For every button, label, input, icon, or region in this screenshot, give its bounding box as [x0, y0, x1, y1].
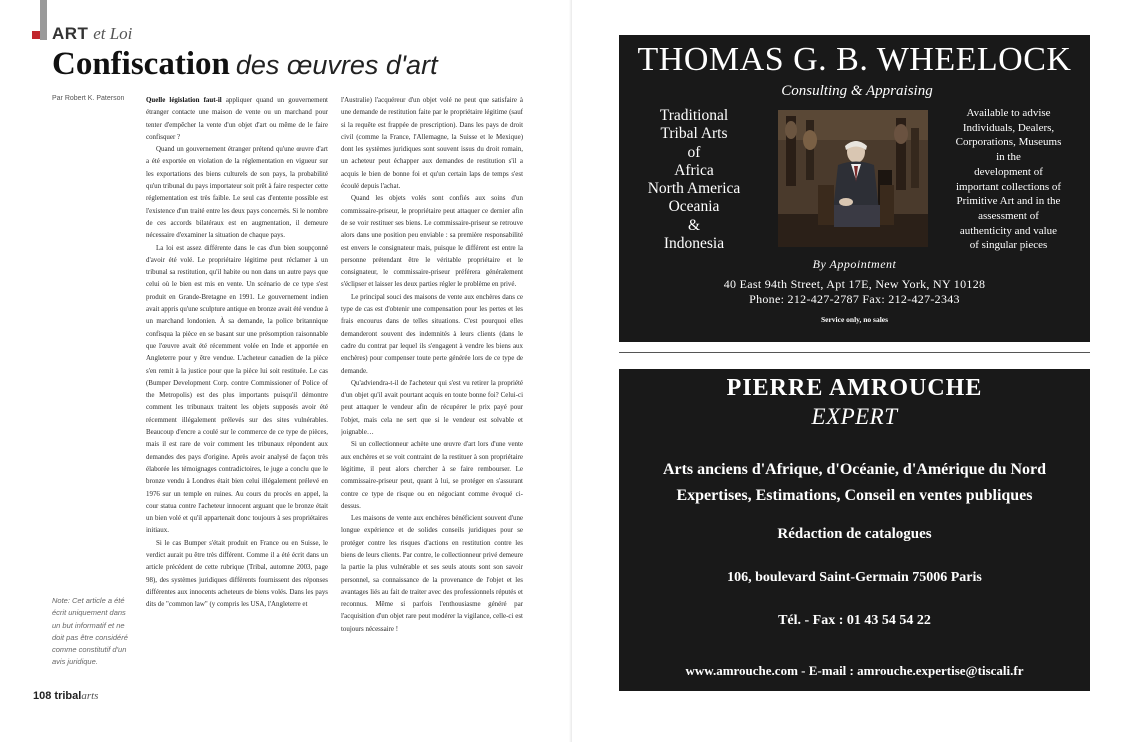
- specialty-line: of: [687, 143, 701, 161]
- ad-amrouche-title: EXPERT: [811, 404, 898, 429]
- portrait-photo: [778, 110, 928, 247]
- paragraph: Quand un gouvernement étranger prétend qu'une œuvre d'art a été exportée en violation de la réglementation en vigueur sur les exportations des biens culturels de son pays, la probabilité qu'un tribunal du pays importateur soit prêt à faire respecter cette réglementation est très faible. Le seul cas d'entente possible est l'existence d'un traité entre les deux pays concernés. Si le nombre de ces accords bilatéraux est en augmentation, il demeure nécessaire d'examiner la situation de chaque pays.: [146, 145, 328, 240]
- specialty-line: Africa: [674, 161, 714, 179]
- paragraph: Le principal souci des maisons de vente aux enchères dans ce type de cas est d'obtenir une compensation pour les pertes et les frais encourus dans de telles situations. C'est pourquoi elles demanderont souvent des indemnités à leurs clients (dans le cadre du contrat par lequel ils s'engagent à vendre les biens aux enchères) pour compenser toute perte générée lors de ce type de demande.: [341, 292, 523, 375]
- article-column-2: [341, 94, 523, 678]
- ad-wheelock-address: 40 East 94th Street, Apt 17E, New York, NY 10128: [723, 277, 986, 291]
- specialty-line: Oceania: [668, 198, 720, 216]
- ad-wheelock-name: THOMAS G. B. WHEELOCK: [637, 41, 1072, 78]
- kicker-art: ART: [52, 24, 89, 43]
- article-column-1: [146, 94, 328, 678]
- ad-amrouche-address: 106, boulevard Saint-Germain 75006 Paris: [727, 570, 982, 585]
- section-kicker: [32, 24, 132, 44]
- ad-wheelock-appointment: By Appointment: [812, 257, 897, 271]
- specialty-line: North America: [647, 180, 741, 198]
- specialty-line: Traditional: [659, 107, 729, 124]
- byline: Par Robert K. Paterson: [52, 95, 125, 102]
- ad-wheelock-service-note: Service only, no sales: [820, 315, 889, 324]
- ad-wheelock-tagline: Consulting & Appraising: [781, 83, 933, 99]
- page-number: 108: [33, 690, 52, 702]
- paragraph: Si un collectionneur achète une œuvre d'art lors d'une vente aux enchères et se voit contraint de la restituer à son propriétaire légitime, il peut alors chercher à se faire rembourser. Le commissaire-priseur peut, quant à lui, se protéger en s'assurant contre ce type de risque ou en négociant comme évoqué ci-dessus.: [341, 440, 523, 510]
- ad-wheelock-phone: Phone: 212-427-2787 Fax: 212-427-2343: [749, 291, 960, 306]
- service-line: Corporations, Museums: [955, 136, 1062, 149]
- title-sub: des œuvres d'art: [235, 50, 438, 80]
- brand-arts: arts: [81, 690, 99, 702]
- ad-amrouche-specialty: Arts anciens d'Afrique, d'Océanie, d'Amérique du Nord: [662, 461, 1047, 478]
- wheelock-advertisement: [619, 35, 1090, 342]
- portrait-illustration: [778, 110, 928, 247]
- paragraph: [146, 94, 328, 143]
- kicker-et-loi: et Loi: [93, 24, 133, 43]
- service-line: in the: [996, 151, 1021, 164]
- paragraph: La loi est assez différente dans le cas d'un bien soupçonné d'avoir été volé. Le propriétaire légitime peut réclamer à un tribunal sa restitution, qu'il habite ou non dans un autre pays que celui où le bien est mis en vente. Un scénario de ce type s'est produit en Grande-Bretagne en 1991. Le gouvernement indien avait appris qu'une sculpture antique en bronze avait été vendue à un marchand londonien. À sa demande, la police britannique confisqua la pièce en se basant sur une présomption raisonnable que l'œuvre avait été récemment volée en Inde et apportée en Angleterre pour y être vendue. L'acheteur canadien de la pièce s'en remit à la justice pour que la pièce lui soit restituée. Le cas (Bumper Development Corp. contre Commissioner of Police of the Metropolis) est des plus importants puisqu'il démontre comment les tribunaux traitent les objets supposés avoir été récemment illégalement prélevés sur des sites vulnérables. Beaucoup d'encre a coulé sur le commerce de ce type de pièces, mais il est rare de voir comment les tribunaux répondent aux demandes des pays d'origine. Après avoir analysé de façon très élaborée les témoignages contradictoires, le juge a conclu que le bronze vendu à Londres était bien celui illégalement prélevé en 1976 sur un temple en ruines. Au cours du procès en appel, la cour statua contre l'acheteur innocent arguant que le bronze était un bien volé et qu'il appartenait donc toujours à ses propriétaires initiaux.: [146, 243, 328, 535]
- page-folio: [33, 690, 98, 702]
- service-line: of singular pieces: [969, 239, 1048, 252]
- specialty-line: Indonesia: [663, 235, 725, 253]
- service-line: development of: [974, 165, 1043, 178]
- ad-amrouche-services: Expertises, Estimations, Conseil en ventes publiques: [676, 487, 1033, 504]
- title-main: Confiscation: [52, 46, 230, 82]
- service-line: Individuals, Dealers,: [962, 121, 1055, 134]
- ad-wheelock-services: [935, 106, 1082, 253]
- paragraph: Les maisons de vente aux enchères bénéficient souvent d'une longue expérience et de solides conseils juridiques pour se protéger contre les risques d'actions en restitution contre les biens de leurs clients. Par contre, le collectionneur privé demeure la partie la plus vulnérable et ses seuls atouts sont son savoir personnel, sa connaissance de la provenance de l'objet et les avantages liés au fait de traiter avec des professionnels réputés et reconnus. Même si parfois l'enthousiasme généré par l'acquisition d'un objet rare peut modérer la vigilance, celle-ci est toujours nécessaire !: [341, 514, 523, 633]
- article-title: [52, 46, 438, 83]
- lead-in: Quelle législation faut-il: [146, 96, 222, 104]
- ad-amrouche-web: www.amrouche.com - E-mail : amrouche.expertise@tiscali.fr: [685, 663, 1024, 678]
- ad-wheelock-contact: [619, 277, 1090, 306]
- paragraph: Qu'adviendra-t-il de l'acheteur qui s'est vu retirer la propriété d'un objet qu'il avait pourtant acquis en toute bonne foi? Celui-ci peut attaquer le vendeur afin de récupérer le prix payé pour l'objet, mais cela ne sert que si le vendeur est solvable et joignable…: [341, 378, 523, 437]
- service-line: authenticity and value: [959, 224, 1058, 237]
- ad-amrouche-phone: Tél. - Fax : 01 43 54 54 22: [778, 613, 931, 628]
- specialty-line: Tribal Arts: [660, 125, 728, 143]
- paragraph: Quand les objets volés sont confiés aux soins d'un commissaire-priseur, le propriétaire peut attaquer ce dernier afin de se voir restituer ses biens. Le commissaire-priseur se retrouve alors dans une position peu enviable : sa première responsabilité est envers le consignateur mais, puisque le différent est entre la personne prétendant être le véritable propriétaire et le consignateur, le commissaire-priseur préférera généralement s'éclipser et laisser les deux parties régler le problème en privé.: [341, 194, 523, 289]
- red-square-icon: [32, 31, 40, 39]
- paragraph: Si le cas Bumper s'était produit en France ou en Suisse, le verdict aurait pu être très différent. Comme il a été écrit dans un article précédent de cette rubrique (Tribal, automne 2003, page 98), des systèmes juridiques différents fournissent des réponses différentes aux innocents acheteurs de biens volés. Dans les pays dits de "common law" (y compris les USA, l'Angleterre et: [146, 538, 328, 609]
- service-line: Available to advise: [966, 107, 1051, 119]
- service-line: Primitive Art and in the: [956, 195, 1061, 208]
- specialty-line: &: [687, 216, 701, 234]
- service-line: assessment of: [978, 209, 1039, 222]
- ad-amrouche-catalogues: Rédaction de catalogues: [777, 526, 932, 542]
- paragraph: l'Australie) l'acquéreur d'un objet volé ne peut que satisfaire à une demande de restitution faite par le propriétaire légitime (sauf si la requête est frappée de prescription). Dans les pays de droit civil (comme la France, l'Allemagne, la Suisse et le Mexique) dont les systèmes juridiques sont souvent issus du droit romain, un acheteur peut échapper aux demandes de restitution s'il a acquis le bien de bonne foi et qu'un certain laps de temps s'est écoulé depuis l'achat.: [341, 96, 523, 191]
- service-line: important collections of: [955, 180, 1062, 193]
- paragraph-text: appliquer quand un gouvernement étranger contacte une maison de vente ou un marchand pour tenter d'empêcher la vente d'un objet d'art ou même de le faire confisquer ?: [146, 96, 328, 141]
- ad-separator: [619, 352, 1090, 353]
- amrouche-advertisement: [619, 369, 1090, 691]
- ad-amrouche-name: PIERRE AMROUCHE: [726, 375, 983, 401]
- legal-note: Note: Cet article a été écrit uniquement dans un but informatif et ne doit pas être considéré comme constitutif d'un avis juridique.: [52, 596, 128, 667]
- brand-tribal: tribal: [54, 690, 82, 702]
- ad-wheelock-specialties: [633, 107, 755, 253]
